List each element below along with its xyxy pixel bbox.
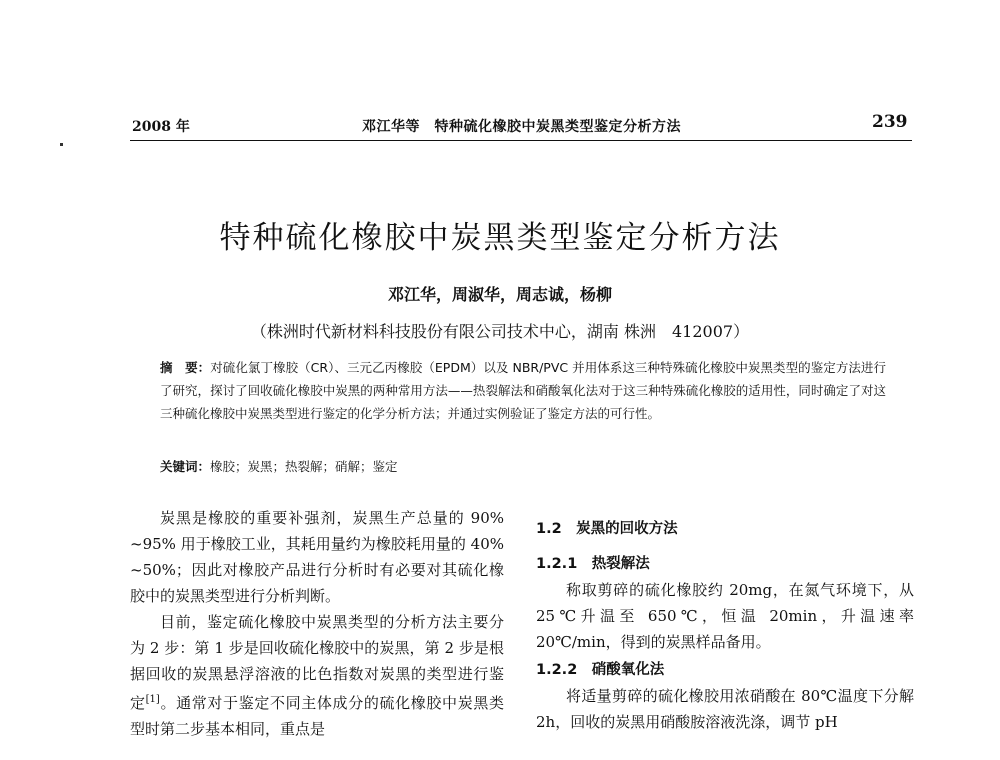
intro-paragraph-2-text: 目前，鉴定硫化橡胶中炭黑类型的分析方法主要分为 2 步：第 1 步是回收硫化橡胶中的炭黑，第 2 步是根据回收的炭黑悬浮溶液的比色指数对炭黑的类型进行鉴定 (130, 613, 504, 712)
abstract-text: 对硫化氯丁橡胶（CR）、三元乙丙橡胶（EPDM）以及 NBR/PVC 并用体系这三种特殊硫化橡胶中炭黑类型的鉴定方法进行了研究，探讨了回收硫化橡胶中炭黑的两种常用方法——热裂解法和硝酸氧化法对于这三种特殊硫化橡胶的适用性，同时确定了对这三种硫化橡胶中炭黑类型进行鉴定的化学分析方法；并通过实例验证了鉴定方法的可行性。 (160, 360, 886, 421)
section-heading-1-2: 1.2 炭黑的回收方法 (536, 521, 678, 537)
scan-speck (60, 143, 63, 146)
intro-paragraph-2-tail: 。通常对于鉴定不同主体成分的硫化橡胶中炭黑类型时第二步基本相同，重点是 (130, 694, 504, 738)
author-list: 邓江华，周淑华，周志诚，杨柳 (387, 285, 612, 304)
header-running-title: 邓江华等 特种硫化橡胶中炭黑类型鉴定分析方法 (362, 119, 681, 135)
keywords-label: 关键词： (160, 459, 211, 474)
header-page-number: 239 (872, 112, 908, 132)
subsection-text-1-2-2: 将适量剪碎的硫化橡胶用浓硝酸在 80℃温度下分解 2h，回收的炭黑用硝酸胺溶液洗涤，调节 pH (536, 687, 914, 731)
keywords-text: 橡胶；炭黑；热裂解；硝解；鉴定 (210, 459, 398, 474)
left-column (130, 505, 504, 742)
abstract (160, 356, 886, 425)
intro-paragraph-2 (130, 609, 504, 742)
subsection-heading-1-2-2: 1.2.2 硝酸氧化法 (536, 662, 665, 678)
intro-paragraph-1: 炭黑是橡胶的重要补强剂，炭黑生产总量的 90% ~95% 用于橡胶工业，其耗用量约为橡胶耗用量的 40% ~50%；因此对橡胶产品进行分析时有必要对其硫化橡胶中的炭黑类型进行分析判断。 (130, 509, 504, 605)
abstract-label: 摘 要： (160, 360, 211, 375)
header-year: 2008 年 (132, 119, 190, 135)
subsection-heading-1-2-1: 1.2.1 热裂解法 (536, 556, 650, 572)
subsection-text-1-2-1: 称取剪碎的硫化橡胶约 20mg，在氮气环境下，从 25℃升温至 650℃，恒温 20min，升温速率 20℃/min，得到的炭黑样品备用。 (536, 581, 914, 651)
header-rule (130, 140, 912, 141)
affiliation: （株洲时代新材料科技股份有限公司技术中心，湖南 株洲 412007） (250, 322, 750, 341)
paper-title: 特种硫化橡胶中炭黑类型鉴定分析方法 (219, 220, 781, 256)
citation-ref: [1] (145, 694, 160, 705)
keywords (160, 457, 886, 475)
right-column (536, 516, 914, 735)
